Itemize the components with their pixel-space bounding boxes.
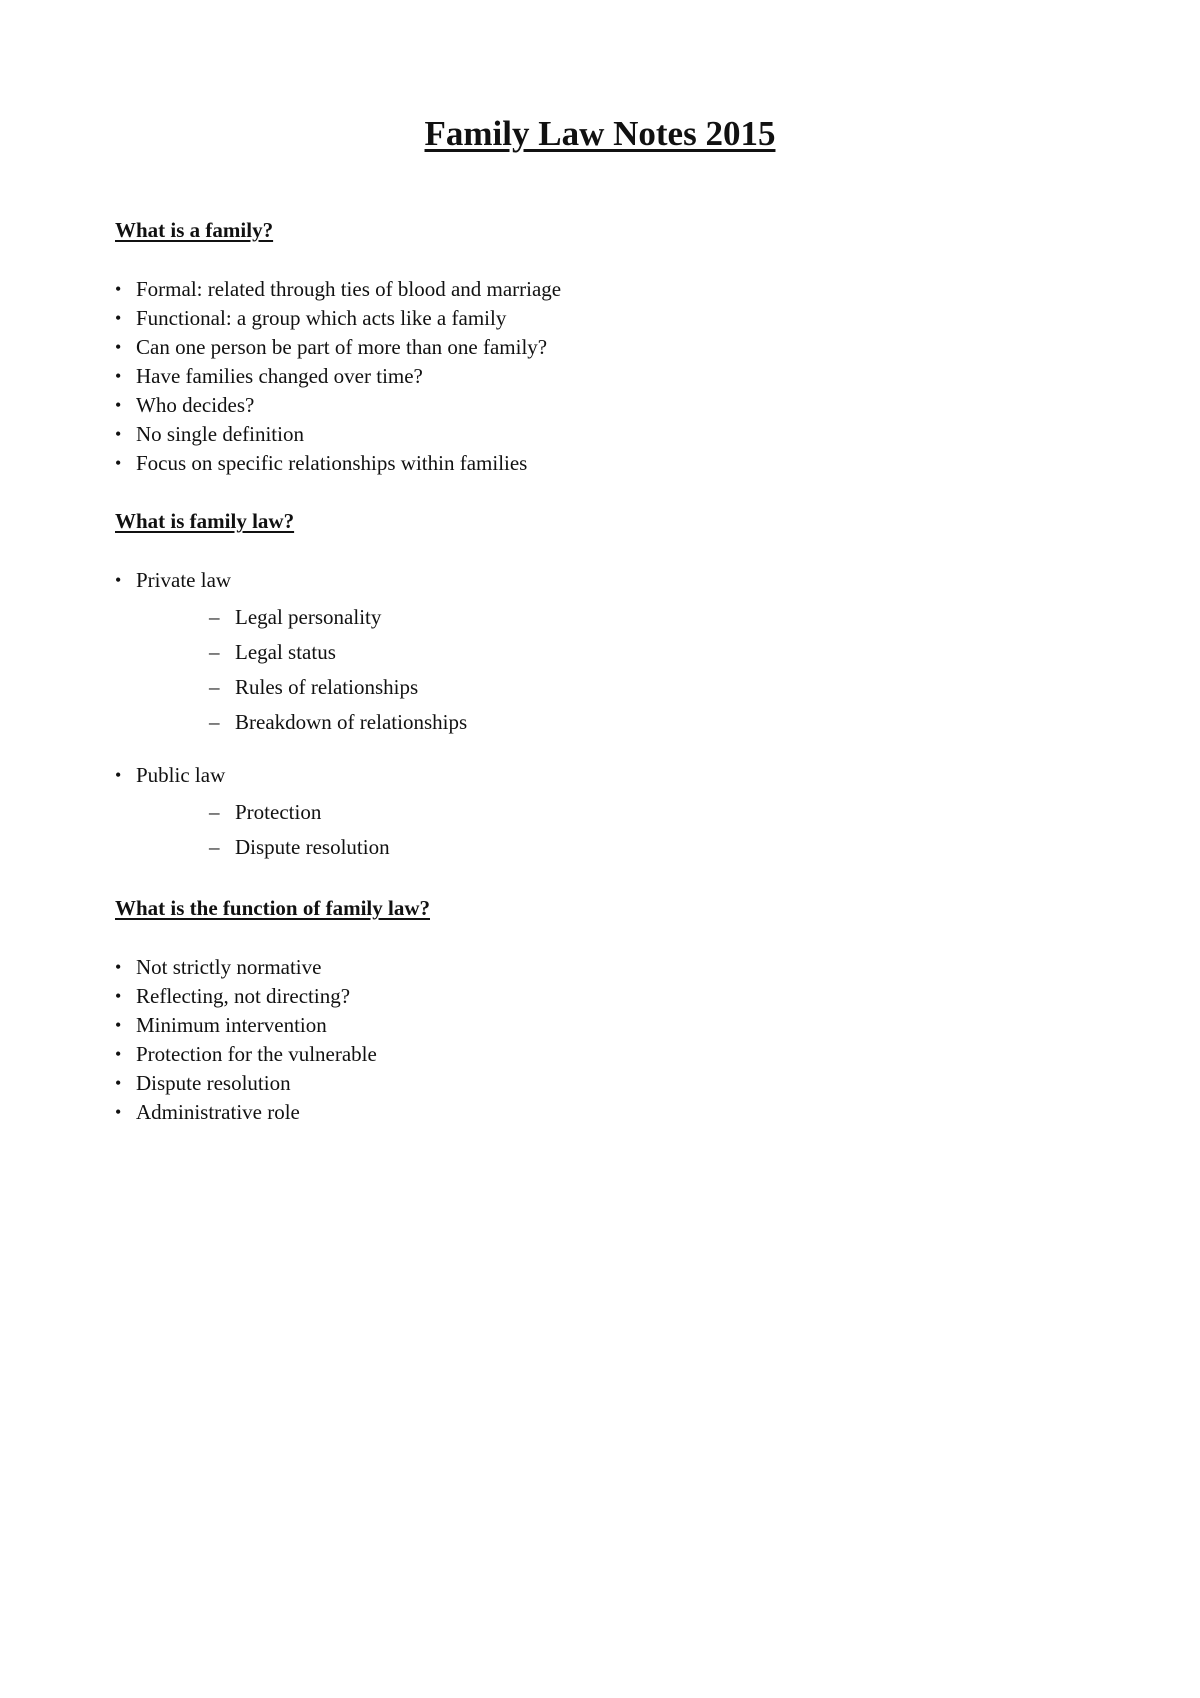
list-item: • Administrative role xyxy=(115,1098,1115,1127)
sub-list-item: – Legal personality xyxy=(136,600,1115,635)
section-function-of-family-law xyxy=(115,894,1115,1127)
section-heading: What is a family? xyxy=(115,218,274,242)
list-item-private-law xyxy=(115,566,1115,740)
list-item: • Dispute resolution xyxy=(115,1069,1115,1098)
list-item: • Have families changed over time? xyxy=(115,362,1115,391)
list-item: • Formal: related through ties of blood and marriage xyxy=(115,275,1115,304)
sub-list-item: – Protection xyxy=(136,795,1115,830)
page-title: Family Law Notes 2015 xyxy=(424,114,776,153)
bullet-list xyxy=(115,275,1115,478)
list-item-public-law xyxy=(115,761,1115,865)
list-item: • Can one person be part of more than one family? xyxy=(115,333,1115,362)
list-item: • No single definition xyxy=(115,420,1115,449)
section-heading: What is the function of family law? xyxy=(115,896,430,920)
list-item: • Focus on specific relationships within families xyxy=(115,449,1115,478)
list-item-label: Public law xyxy=(136,763,226,787)
list-item: • Reflecting, not directing? xyxy=(115,982,1115,1011)
sub-list-item: – Rules of relationships xyxy=(136,670,1115,705)
list-item: • Functional: a group which acts like a family xyxy=(115,304,1115,333)
sub-list-item: – Legal status xyxy=(136,635,1115,670)
list-item: • Minimum intervention xyxy=(115,1011,1115,1040)
section-what-is-a-family xyxy=(115,216,1115,478)
list-item-label: Private law xyxy=(136,568,232,592)
list-item: • Not strictly normative xyxy=(115,953,1115,982)
section-heading: What is family law? xyxy=(115,509,295,533)
section-what-is-family-law xyxy=(115,507,1115,865)
bullet-list xyxy=(115,953,1115,1127)
dash-list xyxy=(136,795,1115,865)
list-item: • Protection for the vulnerable xyxy=(115,1040,1115,1069)
bullet-list xyxy=(115,566,1115,740)
list-item: • Who decides? xyxy=(115,391,1115,420)
bullet-list xyxy=(115,761,1115,865)
sub-list-item: – Dispute resolution xyxy=(136,830,1115,865)
dash-list xyxy=(136,600,1115,740)
sub-list-item: – Breakdown of relationships xyxy=(136,705,1115,740)
